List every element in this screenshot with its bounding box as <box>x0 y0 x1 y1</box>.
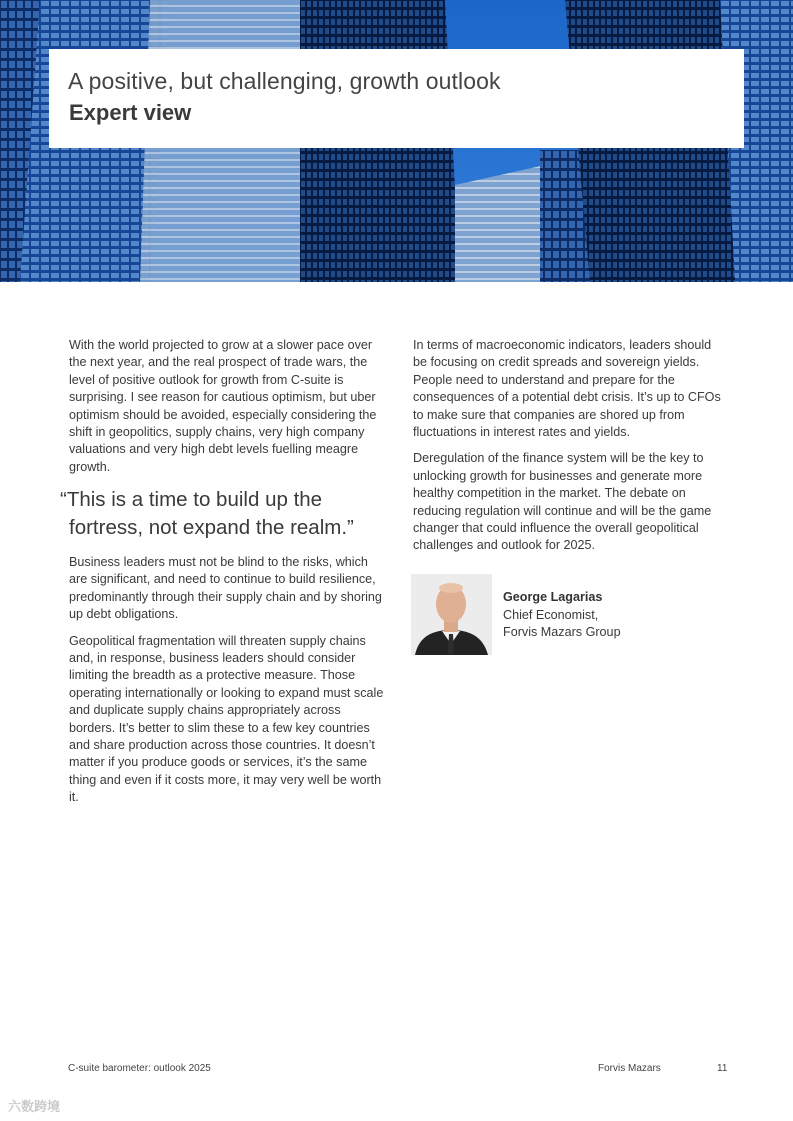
page-subtitle: Expert view <box>69 100 192 125</box>
left-column-body <box>69 554 387 816</box>
paragraph-geopolitical: Geopolitical fragmentation will threaten supply chains and, in response, business leaders should consider limiting the breadth as a protective measure. Those operating internationally or looking to expand must scale and duplicate supply chains appropriately across borders. It’s better to slim these to a few key countries and share production across those countries. It doesn’t matter if you produce goods or services, it’s the same thing and even if it costs more, it may very well be worth it. <box>69 633 384 805</box>
author-title: Chief Economist, <box>503 608 599 622</box>
footer-brand: Forvis Mazars <box>598 1063 661 1074</box>
paragraph-macro: In terms of macroeconomic indicators, leaders should be focusing on credit spreads and sovereign yields. People need to understand and prepare for the consequences of a potential debt crisis. It’s up to CFOs to make sure that companies are shored up from fluctuations in interest rates and yields. <box>413 338 721 440</box>
author-organization: Forvis Mazars Group <box>503 625 621 640</box>
pull-quote-line2: fortress, not expand the realm.” <box>69 516 354 539</box>
author-name: George Lagarias <box>503 590 603 604</box>
author-role <box>503 607 621 642</box>
hero-image <box>0 0 793 282</box>
pull-quote-line1: “This is a time to build up the <box>60 488 323 511</box>
intro-paragraph: With the world projected to grow at a slower pace over the next year, and the real prospect of trade wars, the level of positive outlook for growth from C-suite is surprising. I see reason for cautious optimism, but uber optimism should be avoided, especially considering the shift in geopolitics, supply chains, very high company valuations and very high debt levels fuelling meagre growth. <box>69 338 377 474</box>
title-box <box>49 49 744 148</box>
page-title: A positive, but challenging, growth outlook <box>68 68 501 94</box>
pull-quote <box>60 486 390 542</box>
footer-publication: C-suite barometer: outlook 2025 <box>68 1063 211 1074</box>
page-number: 11 <box>717 1063 728 1074</box>
paragraph-risks: Business leaders must not be blind to the risks, which are significant, and need to continue to build resilience, predominantly through their supply chain and by shoring up debt obligations. <box>69 555 382 622</box>
right-column <box>413 337 728 564</box>
author-profile <box>411 574 731 656</box>
paragraph-deregulation: Deregulation of the finance system will be the key to unlocking growth for businesses and generate more healthy competition in the market. The debate on reducing regulation will continue and will be the game changer that could influence the overall geopolitical challenges and outlook for 2025. <box>413 451 712 553</box>
watermark: 六数跨境 <box>8 1099 61 1114</box>
left-column-intro <box>69 337 387 485</box>
author-photo <box>411 574 492 655</box>
